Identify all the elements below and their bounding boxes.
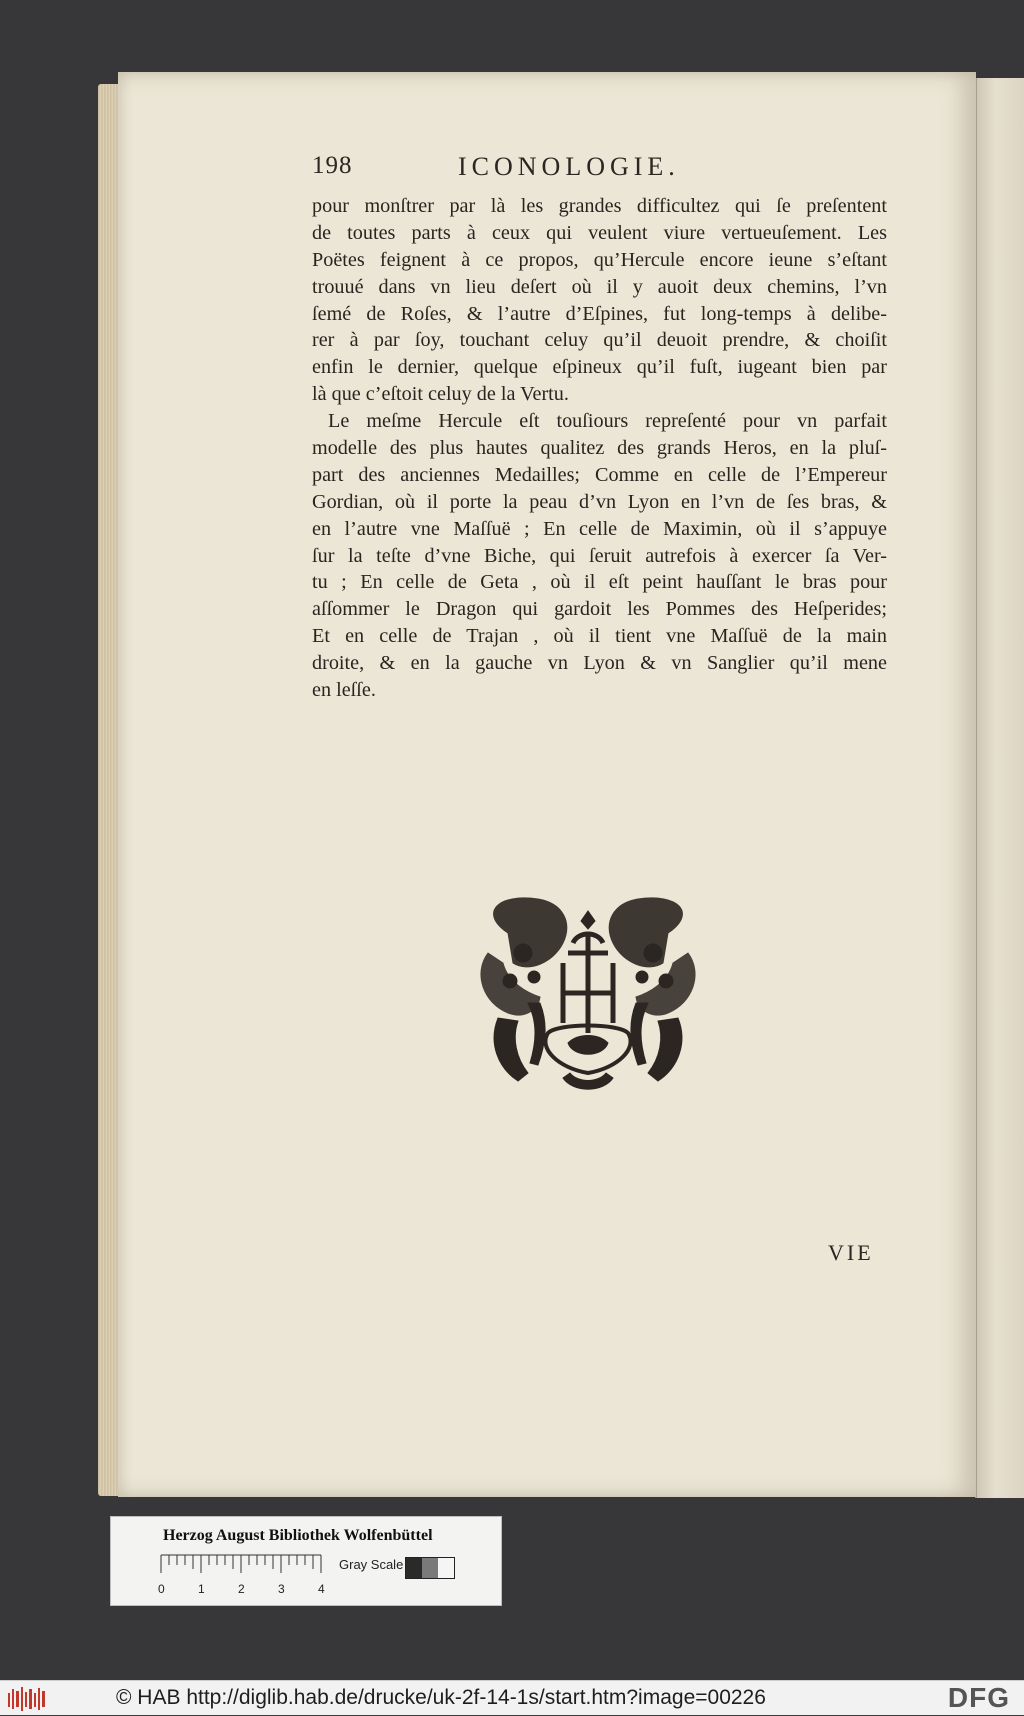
- ruler-number: 3: [278, 1582, 285, 1596]
- ruler-number: 0: [158, 1582, 165, 1596]
- text-line: modelle des plus hautes qualitez des grands Heros, en la pluſ-: [312, 437, 887, 460]
- monogram-ornament-icon: [468, 893, 708, 1103]
- text-line: part des anciennes Medailles; Comme en celle de l’Empereur: [312, 463, 887, 486]
- ruler-number: 2: [238, 1582, 245, 1596]
- ruler-number: 1: [198, 1582, 205, 1596]
- dfg-logo: DFG: [947, 1682, 1010, 1713]
- text-line: Et en celle de Trajan , où il tient vne Maſſuë de la main: [312, 625, 887, 648]
- text-line: de toutes parts à ceux qui veulent viure vertueuſement. Les: [312, 221, 887, 244]
- facing-page-edge: [975, 78, 1024, 1498]
- text-line: droite, & en la gauche vn Lyon & vn Sanglier qu’il mene: [312, 652, 887, 675]
- text-line: tu ; En celle de Geta , où il eſt peint hauſſant le bras pour: [312, 571, 887, 594]
- running-title: ICONOLOGIE.: [458, 152, 680, 181]
- text-line: aſſommer le Dragon qui gardoit les Pommes des Heſperides;: [312, 598, 887, 621]
- text-line: ſemé de Roſes, & l’autre d’Eſpines, fut long-temps à delibe-: [312, 302, 887, 325]
- text-line: Poëtes feignent à ce propos, qu’Hercule encore ieune s’eſtant: [312, 248, 887, 271]
- text-line: Le meſme Hercule eſt touſiours repreſenté pour vn parfait: [328, 410, 887, 433]
- text-line: en leſſe.: [312, 679, 376, 702]
- ruler-number: 4: [318, 1582, 325, 1596]
- footer-bar: [0, 1680, 1024, 1715]
- body-text: [312, 193, 887, 704]
- calibration-card: [110, 1516, 502, 1606]
- text-line: Gordian, où il porte la peau d’vn Lyon en l’vn de ſes bras, &: [312, 490, 887, 513]
- gray-scale-swatch: [405, 1557, 455, 1579]
- barcode-icon: [8, 1687, 48, 1711]
- text-line: rer à par ſoy, touchant celuy qu’il deuoit prendre, & choiſit: [312, 329, 887, 352]
- text-line: ſur la teſte d’vne Biche, qui ſeruit autrefois à exercer ſa Ver-: [312, 544, 887, 567]
- text-line: en l’autre vne Maſſuë ; En celle de Maximin, où il s’appuye: [312, 517, 887, 540]
- page-number: 198: [312, 152, 353, 179]
- text-line: pour monſtrer par là les grandes difficultez qui ſe preſentent: [312, 195, 887, 217]
- page-header: [312, 152, 892, 192]
- text-line: enfin le dernier, quelque eſpineux qu’il fuſt, iugeant bien par: [312, 356, 887, 379]
- text-line: trouué dans vn lieu deſert où il y auoit deux chemins, l’vn: [312, 275, 887, 298]
- footer-source-link[interactable]: © HAB http://diglib.hab.de/drucke/uk-2f-14-1s/start.htm?image=00226: [116, 1686, 766, 1709]
- gray-scale-label: Gray Scale: [339, 1557, 404, 1572]
- ruler-scale: [158, 1553, 331, 1597]
- text-line: là que c’eſtoit celuy de la Vertu.: [312, 383, 569, 406]
- catchword: VIE: [828, 1240, 874, 1265]
- ruler-title: Herzog August Bibliothek Wolfenbüttel: [163, 1527, 433, 1544]
